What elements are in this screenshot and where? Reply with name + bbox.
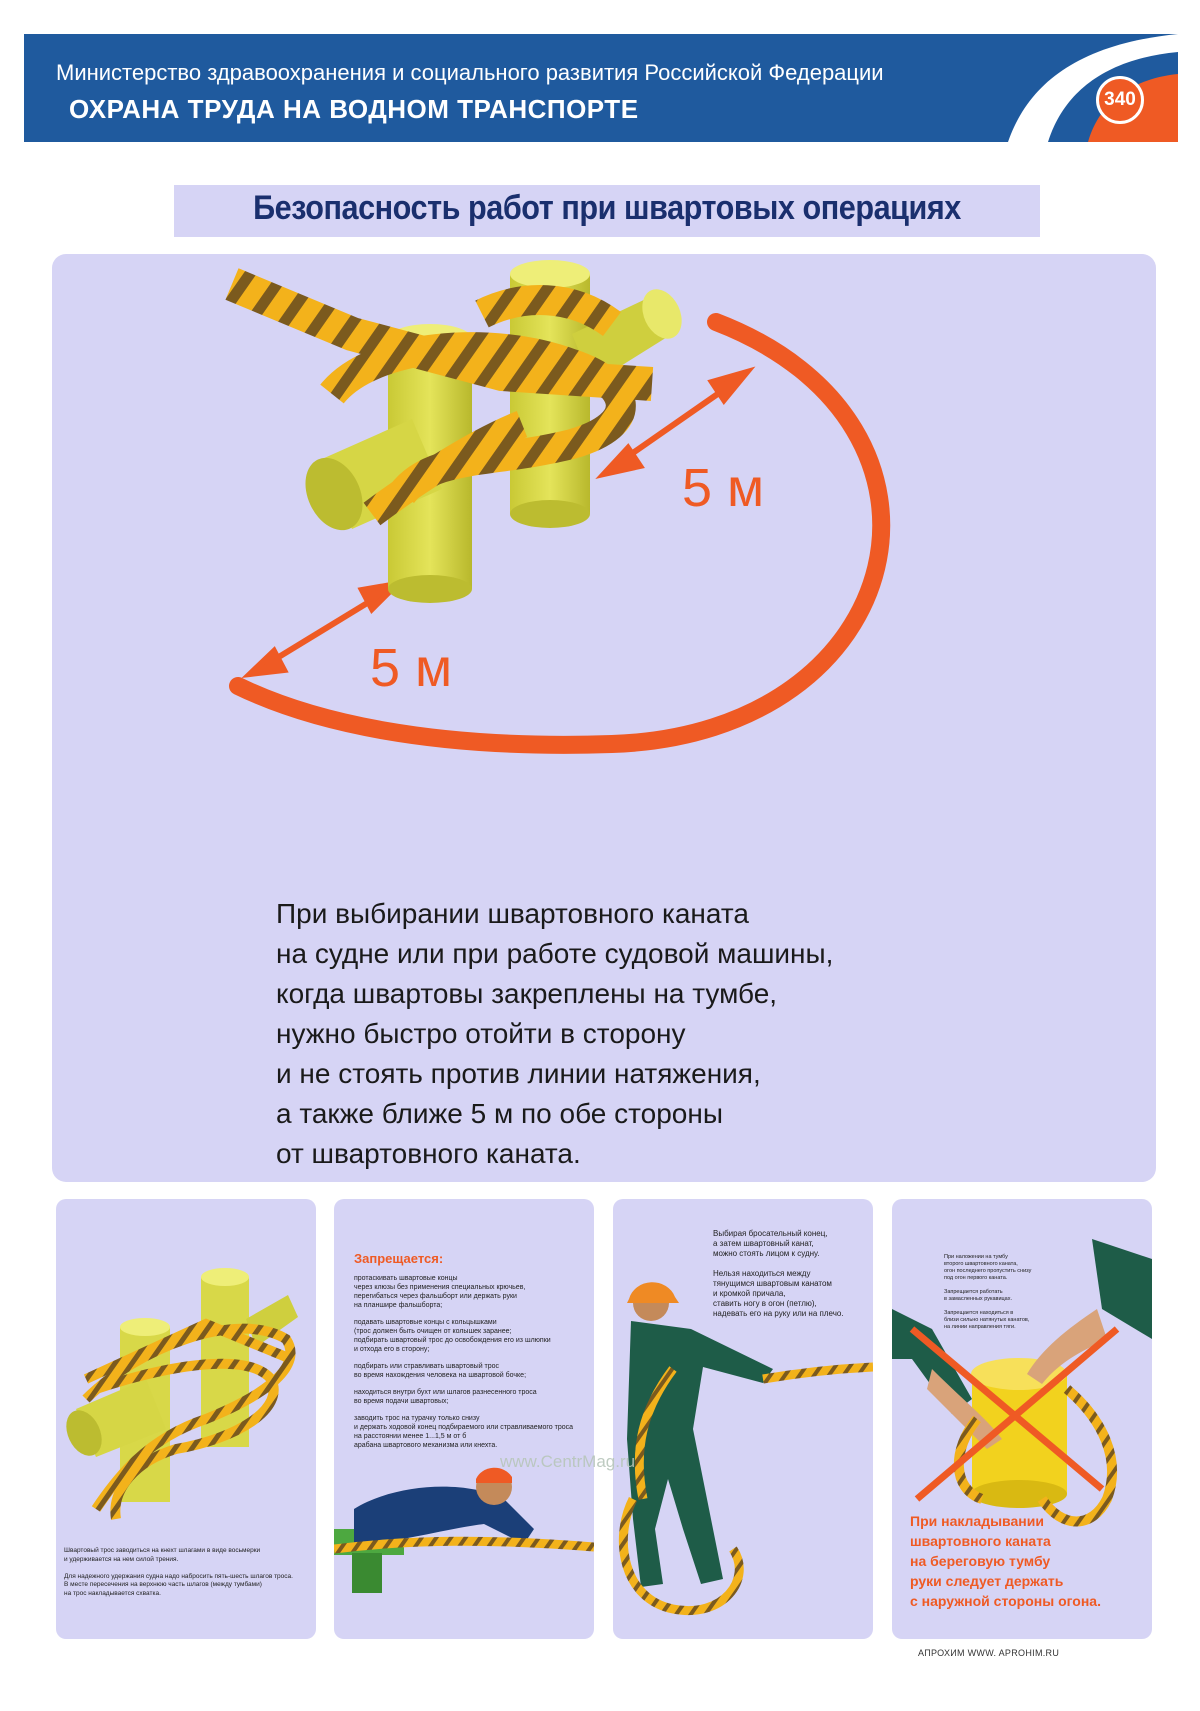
list-item: подавать швартовые концы с кольцышками (354, 1319, 497, 1326)
prohibited-list (354, 1274, 573, 1450)
flag-stripes-decoration (938, 34, 1178, 142)
prohibited-heading: Запрещается: (354, 1251, 444, 1266)
list-item: подбирать швартовый трос до освобождения его из шлюпки (354, 1337, 551, 1344)
instruction-line: на судне или при работе судовой машины, (276, 938, 834, 969)
panel4-warning-text (910, 1511, 1101, 1611)
warning-line: руки следует держать (910, 1573, 1064, 1589)
list-item: через клюзы без применения специальных крючьев, (354, 1284, 526, 1291)
caption-line: на трос накладывается схватка. (64, 1589, 161, 1597)
text-line: тянущимся швартовым канатом (713, 1279, 832, 1288)
caption-line: Швартовый трос заводиться на кнехт шлагами в виде восьмерки (64, 1547, 261, 1554)
text-line: Запрещается работать (944, 1289, 1003, 1295)
main-instruction-text (276, 894, 833, 1174)
panel-hand-position (892, 1199, 1152, 1639)
panel4-small-text (944, 1254, 1031, 1331)
instruction-line: а также ближе 5 м по обе стороны (276, 1098, 723, 1129)
list-item: арабана швартового механизма или кнехта. (354, 1442, 498, 1449)
series-title: ОХРАНА ТРУДА НА ВОДНОМ ТРАНСПОРТЕ (69, 94, 639, 124)
list-item: подбирать или стравливать швартовый трос (354, 1363, 500, 1370)
panel1-caption (64, 1547, 293, 1598)
publisher-footer[interactable]: АПРОХИМ WWW. APROHIM.RU (918, 1648, 1060, 1658)
text-line: огон последнего пропустить снизу (944, 1268, 1032, 1274)
list-item: на планшире фальшборта; (354, 1302, 443, 1309)
distance-label-1: 5 м (682, 458, 765, 518)
page-title: Безопасность работ при швартовых операциях (253, 189, 961, 227)
text-line: а затем швартовный канат, (713, 1239, 814, 1248)
list-item: во время нахождения человека на швартовой бочке; (354, 1372, 527, 1379)
warning-line: швартовного каната (910, 1533, 1051, 1549)
warning-line: При накладывании (910, 1513, 1044, 1529)
text-line: ставить ногу в огон (петлю), (713, 1299, 817, 1308)
text-line: При наложении на тумбу (944, 1254, 1008, 1260)
text-line: второго швартовного каната, (944, 1261, 1018, 1267)
text-line: Нельзя находиться между (713, 1269, 811, 1278)
list-item: протаскивать швартовые концы (354, 1275, 458, 1282)
title-box (174, 185, 1040, 237)
text-line: под огон первого каната. (944, 1275, 1008, 1281)
header-banner (24, 34, 1178, 142)
watermark-text: www.CentrMag.ru (500, 1452, 636, 1471)
poster-number-badge: 340 (1096, 76, 1144, 124)
list-item: на расстоянии менее 1...1,5 м от б (354, 1433, 467, 1440)
list-item: перегибаться через фальшборт или держать руки (354, 1293, 517, 1300)
instruction-line: от швартовного каната. (276, 1138, 581, 1169)
text-line (944, 1303, 1031, 1310)
list-item: заводить трос на турачку только снизу (354, 1415, 480, 1422)
panel-figure-eight-rope (56, 1199, 316, 1639)
warning-line: с наружной стороны огона. (910, 1593, 1101, 1609)
text-line: на линии направления тяги. (944, 1324, 1016, 1330)
warning-line: на береговую тумбу (910, 1553, 1051, 1569)
caption-line: и удерживается на нем силой трения. (64, 1555, 179, 1563)
instruction-line: нужно быстро отойти в сторону (276, 1018, 686, 1049)
panel-pulling-rope (613, 1199, 873, 1639)
instruction-line: когда швартовы закреплены на тумбе, (276, 978, 778, 1009)
text-line: надевать его на руку или на плечо. (713, 1309, 844, 1318)
list-item: во время подачи швартовых; (354, 1398, 449, 1405)
text-line: Запрещается находиться в (944, 1310, 1014, 1316)
caption-line (64, 1564, 293, 1573)
list-item: и отхода его в сторону; (354, 1346, 430, 1353)
text-line: в замасленных рукавицах. (944, 1296, 1013, 1302)
list-item: и держать ходовой конец подбираемого или стравливаемого троса (354, 1424, 574, 1431)
main-illustration-panel (52, 254, 1156, 1182)
list-item: (трос должен быть очищен от колышек заранее; (354, 1328, 512, 1335)
distance-label-2: 5 м (370, 638, 453, 698)
ministry-name: Министерство здравоохранения и социального развития Российской Федерации (56, 60, 884, 85)
caption-line: Для надежного удержания судна надо набросить пять-шесть шлагов троса. (64, 1572, 293, 1580)
text-line: можно стоять лицом к судну. (713, 1249, 820, 1258)
bollard-kneht-icon (232, 260, 689, 603)
text-line: и кромкой причала, (713, 1289, 786, 1298)
text-line: Выбирая бросательный конец, (713, 1229, 828, 1238)
text-line: близи сильно натянутых канатов, (944, 1317, 1030, 1323)
list-item: находиться внутри бухт или шлагов разнесенного троса (354, 1389, 537, 1396)
caption-line: В месте пересечения на верхнюю часть шлагов (между тумбами) (64, 1581, 262, 1588)
panel3-text (713, 1229, 844, 1319)
text-line (944, 1282, 1031, 1289)
text-line (713, 1259, 844, 1269)
instruction-line: и не стоять против линии натяжения, (276, 1058, 761, 1089)
panel-prohibited-actions (334, 1199, 594, 1639)
instruction-line: При выбирании швартовного каната (276, 898, 749, 929)
